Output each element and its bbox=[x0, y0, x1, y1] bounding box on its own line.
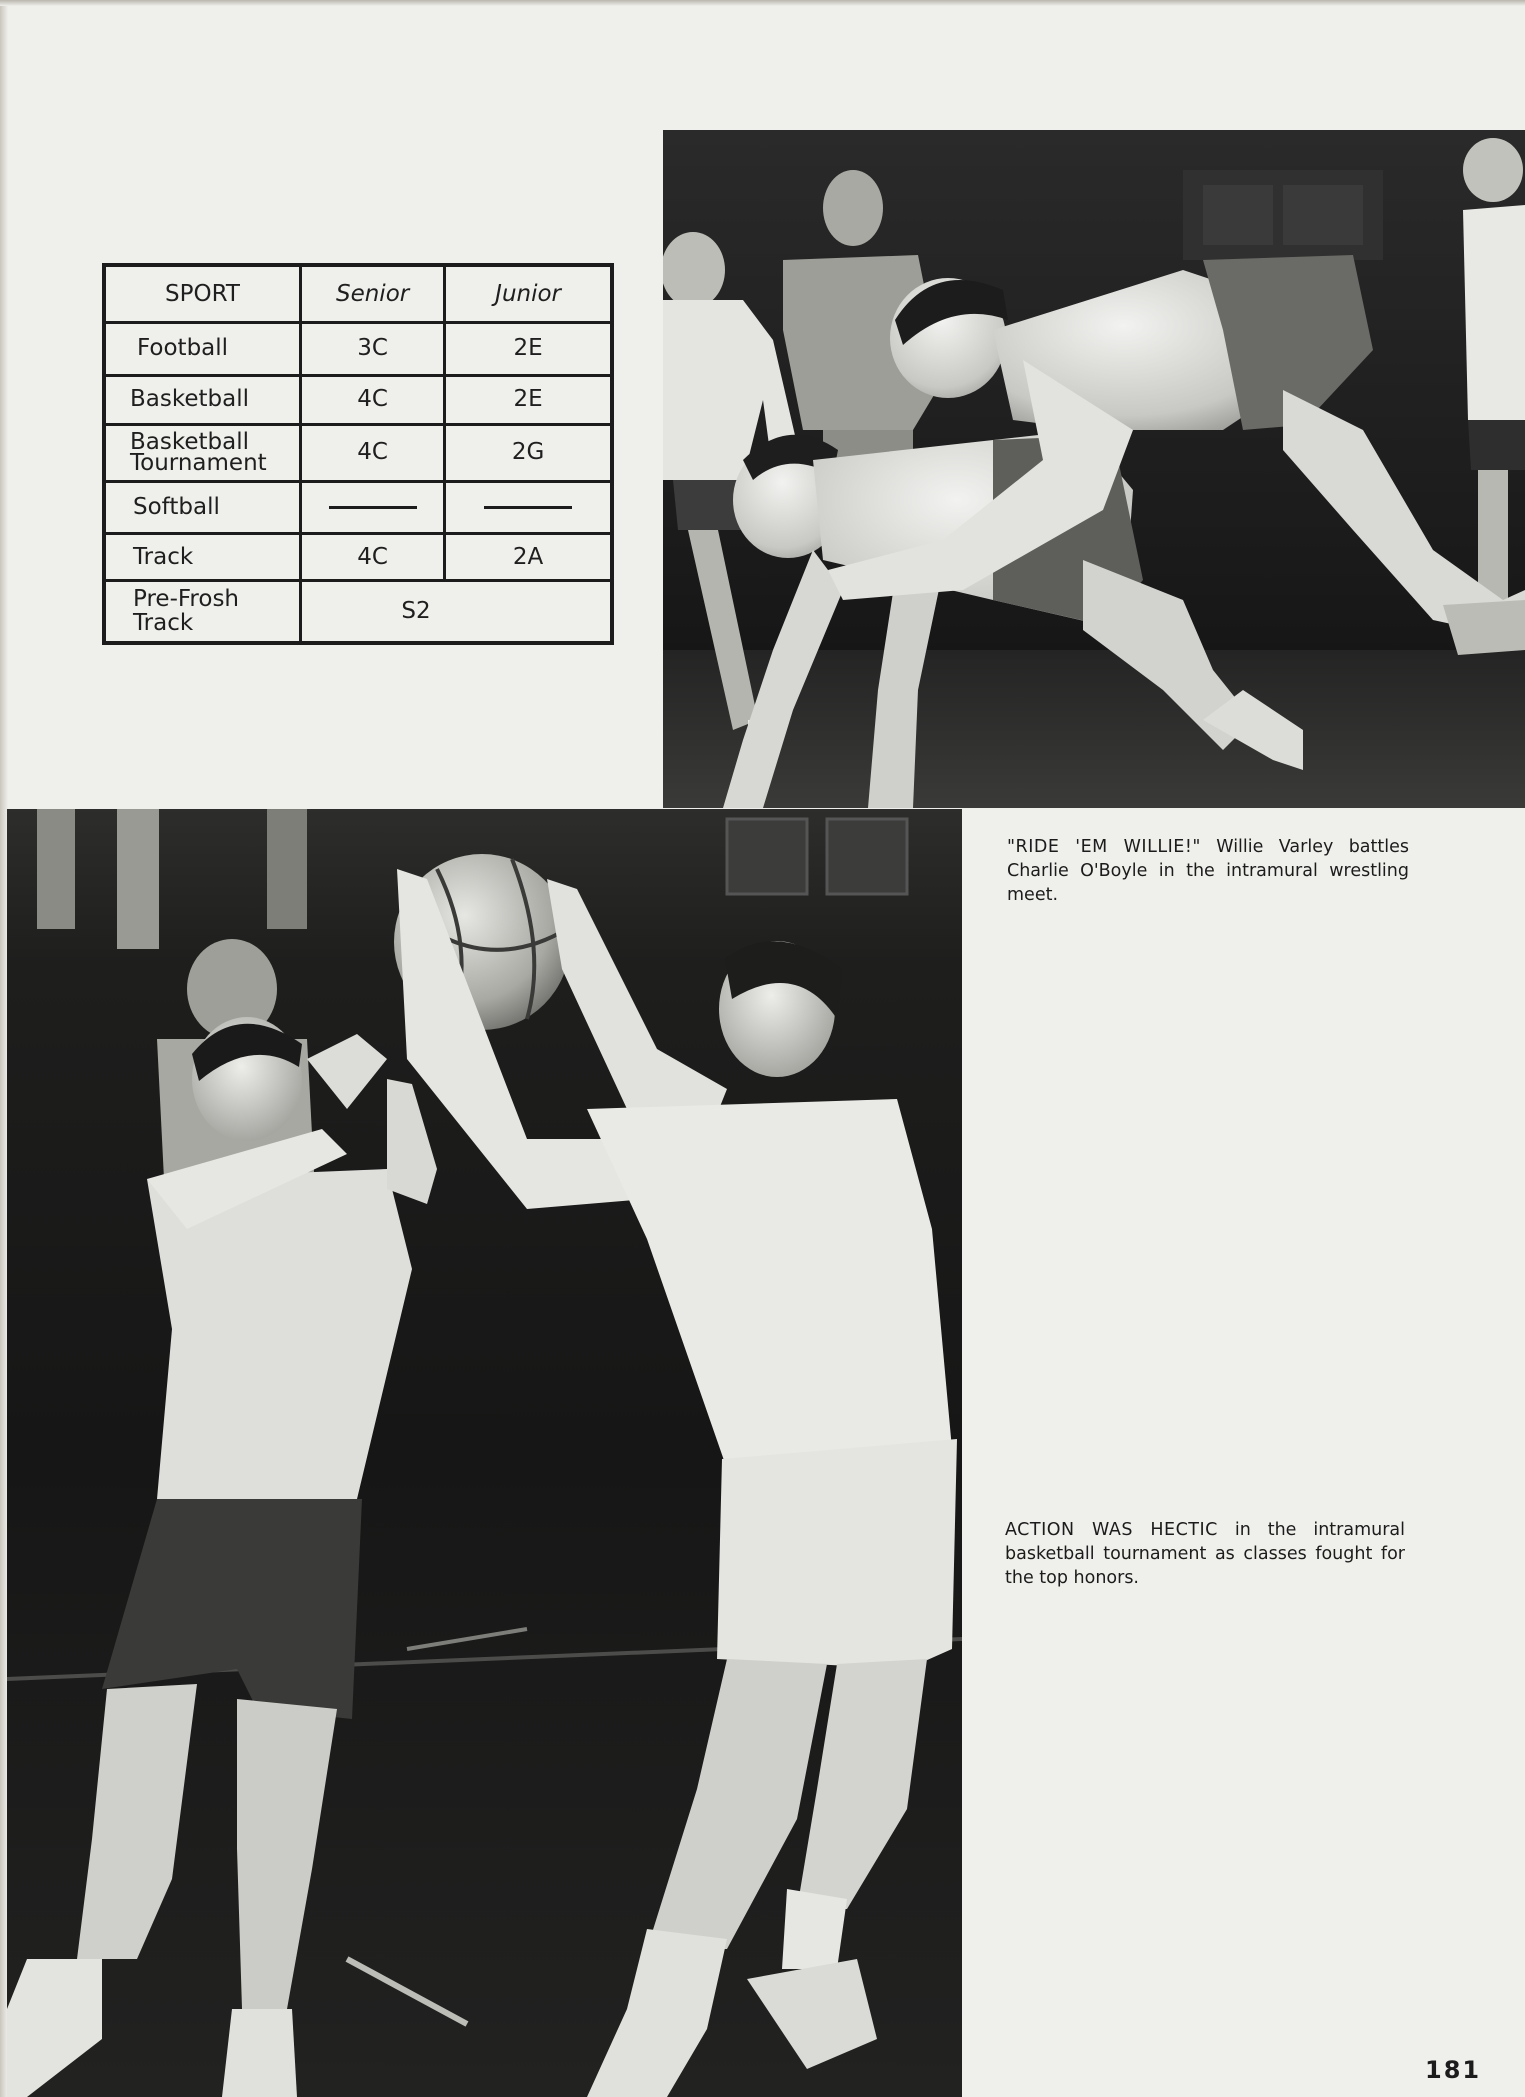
page-top-edge bbox=[0, 0, 1525, 6]
intramural-results-table bbox=[102, 263, 614, 645]
sport-name: Basketball bbox=[104, 375, 301, 425]
junior-result: 2G bbox=[445, 425, 612, 482]
table-row bbox=[104, 580, 612, 643]
sport-name: Track bbox=[104, 534, 301, 580]
caption-body: Willie Varley battles Charlie O'Boyle in the intramural wrestling meet. bbox=[1007, 837, 1409, 905]
junior-result: 2E bbox=[445, 375, 612, 425]
header-sport: SPORT bbox=[104, 265, 301, 323]
senior-result: 4C bbox=[301, 425, 445, 482]
sport-name: Softball bbox=[104, 481, 301, 534]
caption-body: in the intramural basketball tournament as classes fought for the top honors. bbox=[1005, 1520, 1405, 1588]
table-row bbox=[104, 323, 612, 376]
senior-result: 4C bbox=[301, 534, 445, 580]
sport-name: Basketball Tournament bbox=[104, 425, 301, 482]
junior-result bbox=[445, 481, 612, 534]
wrestling-photo bbox=[663, 130, 1525, 808]
no-result-dash bbox=[484, 506, 572, 509]
caption-lead: ACTION WAS HECTIC bbox=[1005, 1520, 1218, 1540]
senior-result bbox=[301, 481, 445, 534]
junior-result: 2A bbox=[445, 534, 612, 580]
table-row bbox=[104, 481, 612, 534]
wrestling-caption bbox=[1007, 835, 1409, 907]
senior-result: 3C bbox=[301, 323, 445, 376]
no-result-dash bbox=[329, 506, 417, 509]
senior-result: 4C bbox=[301, 375, 445, 425]
table-row bbox=[104, 534, 612, 580]
basketball-photo bbox=[7, 809, 962, 2097]
sport-name: Pre-Frosh Track bbox=[104, 580, 301, 643]
table-row bbox=[104, 375, 612, 425]
table-row bbox=[104, 425, 612, 482]
header-senior: Senior bbox=[301, 265, 445, 323]
basketball-caption bbox=[1005, 1518, 1405, 1590]
junior-result: 2E bbox=[445, 323, 612, 376]
page-number: 181 bbox=[1425, 2056, 1482, 2084]
table-header-row bbox=[104, 265, 612, 323]
sport-name: Football bbox=[104, 323, 301, 376]
caption-lead: "RIDE 'EM WILLIE!" bbox=[1007, 837, 1201, 857]
combined-result: S2 bbox=[301, 580, 612, 643]
header-junior: Junior bbox=[445, 265, 612, 323]
